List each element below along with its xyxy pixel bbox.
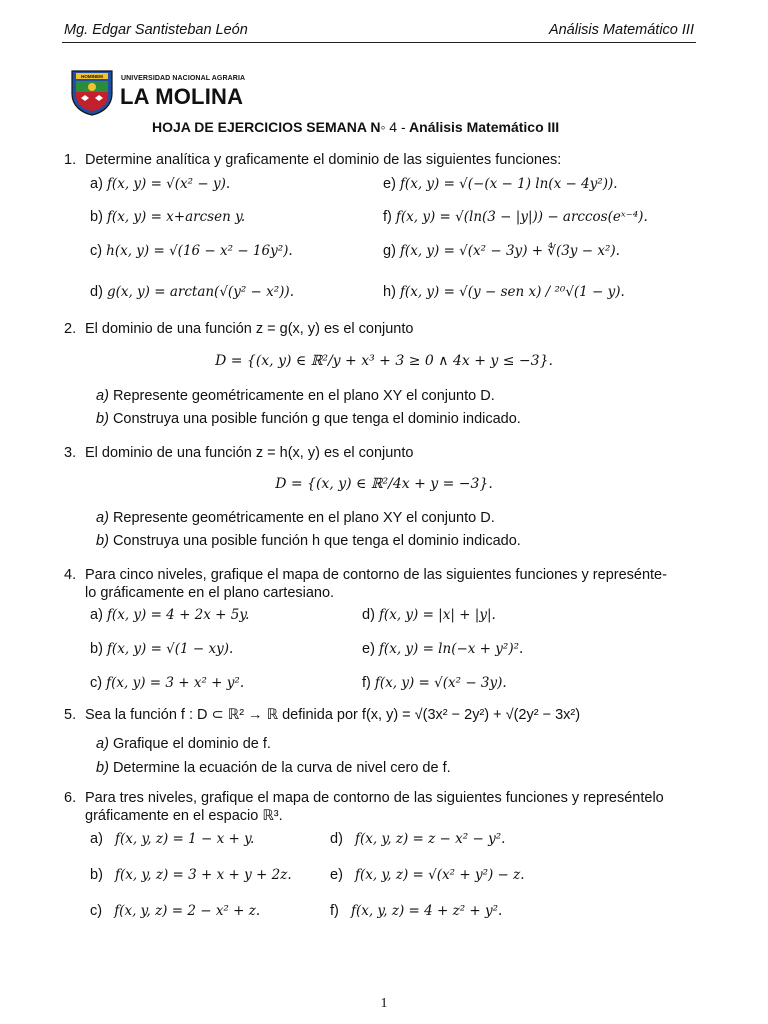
problem-4c: c) f(x, y) = 3 + x² + y². bbox=[90, 675, 245, 691]
problem-5a: a) Grafique el dominio de f. bbox=[96, 736, 271, 752]
problem-3b: b) Construya una posible función h que tenga el dominio indicado. bbox=[96, 533, 521, 549]
problem-2-set: D = {(x, y) ∈ ℝ²/y + x³ + 3 ≥ 0 ∧ 4x + y ≤ −3}. bbox=[215, 353, 553, 369]
problem-5-text: Sea la función f : D ⊂ ℝ² → ℝ definida por f(x, y) = √(3x² − 2y²) + √(2y² − 3x²) bbox=[85, 707, 581, 723]
problem-2b: b) Construya una posible función g que tenga el dominio indicado. bbox=[96, 411, 521, 427]
problem-1-number: 1. bbox=[64, 152, 77, 168]
problem-1c: c) h(x, y) = √(16 − x² − 16y²). bbox=[90, 243, 293, 259]
university-name: UNIVERSIDAD NACIONAL AGRARIA bbox=[121, 75, 246, 82]
problem-4-text-line1: Para cinco niveles, grafique el mapa de contorno de las siguientes funciones y represénte- bbox=[85, 567, 667, 583]
problem-5-number: 5. bbox=[64, 707, 77, 723]
page-number: 1 bbox=[380, 996, 388, 1011]
problem-2a: a) Represente geométricamente en el plano XY el conjunto D. bbox=[96, 388, 495, 404]
problem-1f: f) f(x, y) = √(ln(3 − |y|)) − arccos(eˣ⁻⁴). bbox=[383, 209, 648, 225]
problem-6a: a) f(x, y, z) = 1 − x + y. bbox=[90, 831, 255, 847]
problem-5b: b) Determine la ecuación de la curva de nivel cero de f. bbox=[96, 760, 451, 776]
problem-3-number: 3. bbox=[64, 445, 77, 461]
problem-6b: b) f(x, y, z) = 3 + x + y + 2z. bbox=[90, 867, 292, 883]
header-rule bbox=[62, 42, 696, 43]
problem-6e: e) f(x, y, z) = √(x² + y²) − z. bbox=[330, 867, 525, 883]
problem-4d: d) f(x, y) = |x| + |y|. bbox=[362, 607, 496, 623]
problem-4a: a) f(x, y) = 4 + 2x + 5y. bbox=[90, 607, 250, 623]
problem-2-text: El dominio de una función z = g(x, y) es el conjunto bbox=[85, 321, 414, 337]
header-author: Mg. Edgar Santisteban León bbox=[64, 22, 248, 38]
problem-6-text-line1: Para tres niveles, grafique el mapa de contorno de las siguientes funciones y represéntelo bbox=[85, 790, 664, 806]
problem-1d: d) g(x, y) = arctan(√(y² − x²)). bbox=[90, 284, 294, 300]
problem-6d: d) f(x, y, z) = z − x² − y². bbox=[330, 831, 506, 847]
problem-4f: f) f(x, y) = √(x² − 3y). bbox=[362, 675, 507, 691]
problem-1h: h) f(x, y) = √(y − sen x) / ²⁰√(1 − y). bbox=[383, 284, 625, 300]
problem-6-text-line2: gráficamente en el espacio ℝ³. bbox=[85, 808, 283, 824]
problem-2-number: 2. bbox=[64, 321, 77, 337]
university-shield-logo bbox=[68, 68, 116, 116]
problem-1g: g) f(x, y) = √(x² − 3y) + ∜(3y − x²). bbox=[383, 243, 620, 259]
sheet-title: HOJA DE EJERCICIOS SEMANA N◦ 4 - Análisis Matemático III bbox=[152, 119, 560, 135]
problem-1-text: Determine analítica y graficamente el dominio de las siguientes funciones: bbox=[85, 152, 562, 168]
problem-3-set: D = {(x, y) ∈ ℝ²/4x + y = −3}. bbox=[275, 476, 493, 492]
problem-6c: c) f(x, y, z) = 2 − x² + z. bbox=[90, 903, 261, 919]
problem-4b: b) f(x, y) = √(1 − xy). bbox=[90, 641, 234, 657]
problem-4e: e) f(x, y) = ln(−x + y²)². bbox=[362, 641, 524, 657]
problem-1b: b) f(x, y) = x+arcsen y. bbox=[90, 209, 246, 225]
header-course: Análisis Matemático III bbox=[548, 22, 694, 38]
university-brand: LA MOLINA bbox=[120, 84, 244, 109]
problem-6-number: 6. bbox=[64, 790, 77, 806]
problem-1a: a) f(x, y) = √(x² − y). bbox=[90, 176, 231, 192]
logo-motto: HOMINEM bbox=[81, 74, 103, 79]
problem-6f: f) f(x, y, z) = 4 + z² + y². bbox=[330, 903, 503, 919]
problem-1e: e) f(x, y) = √(−(x − 1) ln(x − 4y²)). bbox=[383, 176, 618, 192]
problem-4-number: 4. bbox=[64, 567, 77, 583]
problem-3-text: El dominio de una función z = h(x, y) es el conjunto bbox=[85, 445, 414, 461]
problem-4-text-line2: lo gráficamente en el plano cartesiano. bbox=[85, 585, 335, 601]
problem-3a: a) Represente geométricamente en el plano XY el conjunto D. bbox=[96, 510, 495, 526]
